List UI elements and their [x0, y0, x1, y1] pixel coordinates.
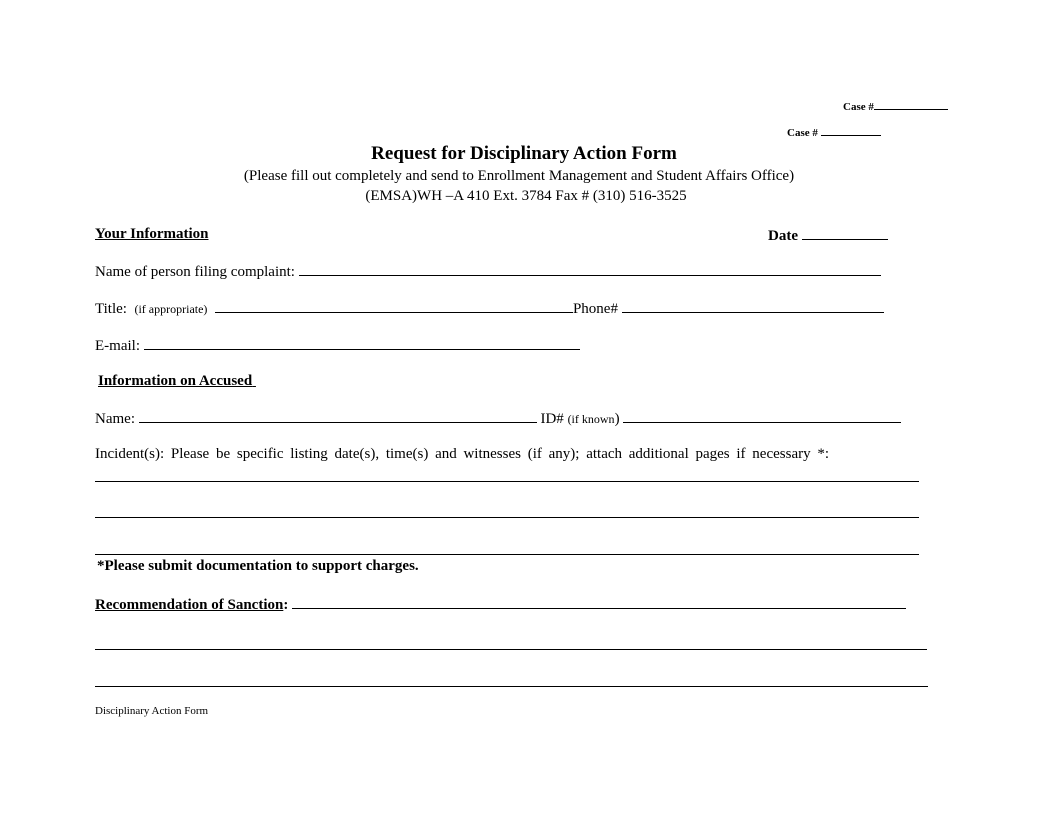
id-hint-close: ) — [614, 411, 620, 427]
date-label: Date — [768, 228, 798, 244]
filer-name-label: Name of person filing complaint: — [95, 264, 295, 280]
case-number-top-field[interactable] — [874, 96, 948, 110]
phone-field[interactable] — [622, 299, 884, 313]
form-subtitle: (Please fill out completely and send to Enrollment Management and Student Affairs Office) — [243, 168, 795, 184]
your-information-heading: Your Information — [95, 226, 209, 242]
documentation-note: *Please submit documentation to support charges. — [97, 558, 419, 574]
incident-label: Incident(s): Please be specific listing date(s), time(s) and witnesses (if any); attach additional pages if necessary *: — [95, 446, 830, 462]
accused-name-label: Name: — [95, 411, 135, 427]
sanction-line-3[interactable] — [95, 686, 928, 687]
email-row — [95, 336, 580, 355]
case-number-second-field[interactable] — [821, 122, 881, 136]
form-title: Request for Disciplinary Action Form — [371, 143, 677, 164]
filer-name-field[interactable] — [299, 262, 881, 276]
title-label: Title: — [95, 301, 127, 317]
incident-line-3[interactable] — [95, 554, 919, 555]
sanction-heading: Recommendation of Sanction — [95, 597, 284, 613]
accused-name-field[interactable] — [139, 409, 537, 423]
footer-label: Disciplinary Action Form — [95, 705, 209, 717]
title-field[interactable] — [215, 299, 573, 313]
accused-heading — [98, 373, 256, 390]
sanction-row — [95, 595, 906, 614]
sanction-field[interactable] — [292, 595, 906, 609]
sanction-line-2[interactable] — [95, 649, 927, 650]
id-field[interactable] — [623, 409, 901, 423]
email-field[interactable] — [144, 336, 580, 350]
date-row — [768, 226, 888, 245]
case-number-top — [843, 96, 948, 113]
accused-name-row — [95, 409, 901, 428]
incident-line-2[interactable] — [95, 517, 919, 518]
filer-name-row — [95, 262, 881, 281]
sanction-colon: : — [283, 597, 289, 613]
case-label-second: Case # — [787, 127, 818, 139]
accused-heading-text: Information on Accused — [98, 373, 253, 389]
incident-line-1[interactable] — [95, 481, 919, 482]
phone-label: Phone# — [572, 301, 618, 317]
title-hint: (if appropriate) — [134, 302, 208, 316]
title-phone-row — [95, 299, 884, 318]
case-number-second — [787, 122, 881, 139]
email-label: E-mail: — [95, 338, 140, 354]
id-label: ID# — [540, 411, 564, 427]
date-field[interactable] — [802, 226, 888, 240]
id-hint: (if known — [567, 412, 615, 426]
form-contact: (EMSA)WH –A 410 Ext. 3784 Fax # (310) 516-3525 — [365, 188, 687, 204]
case-label-top: Case # — [843, 101, 874, 113]
